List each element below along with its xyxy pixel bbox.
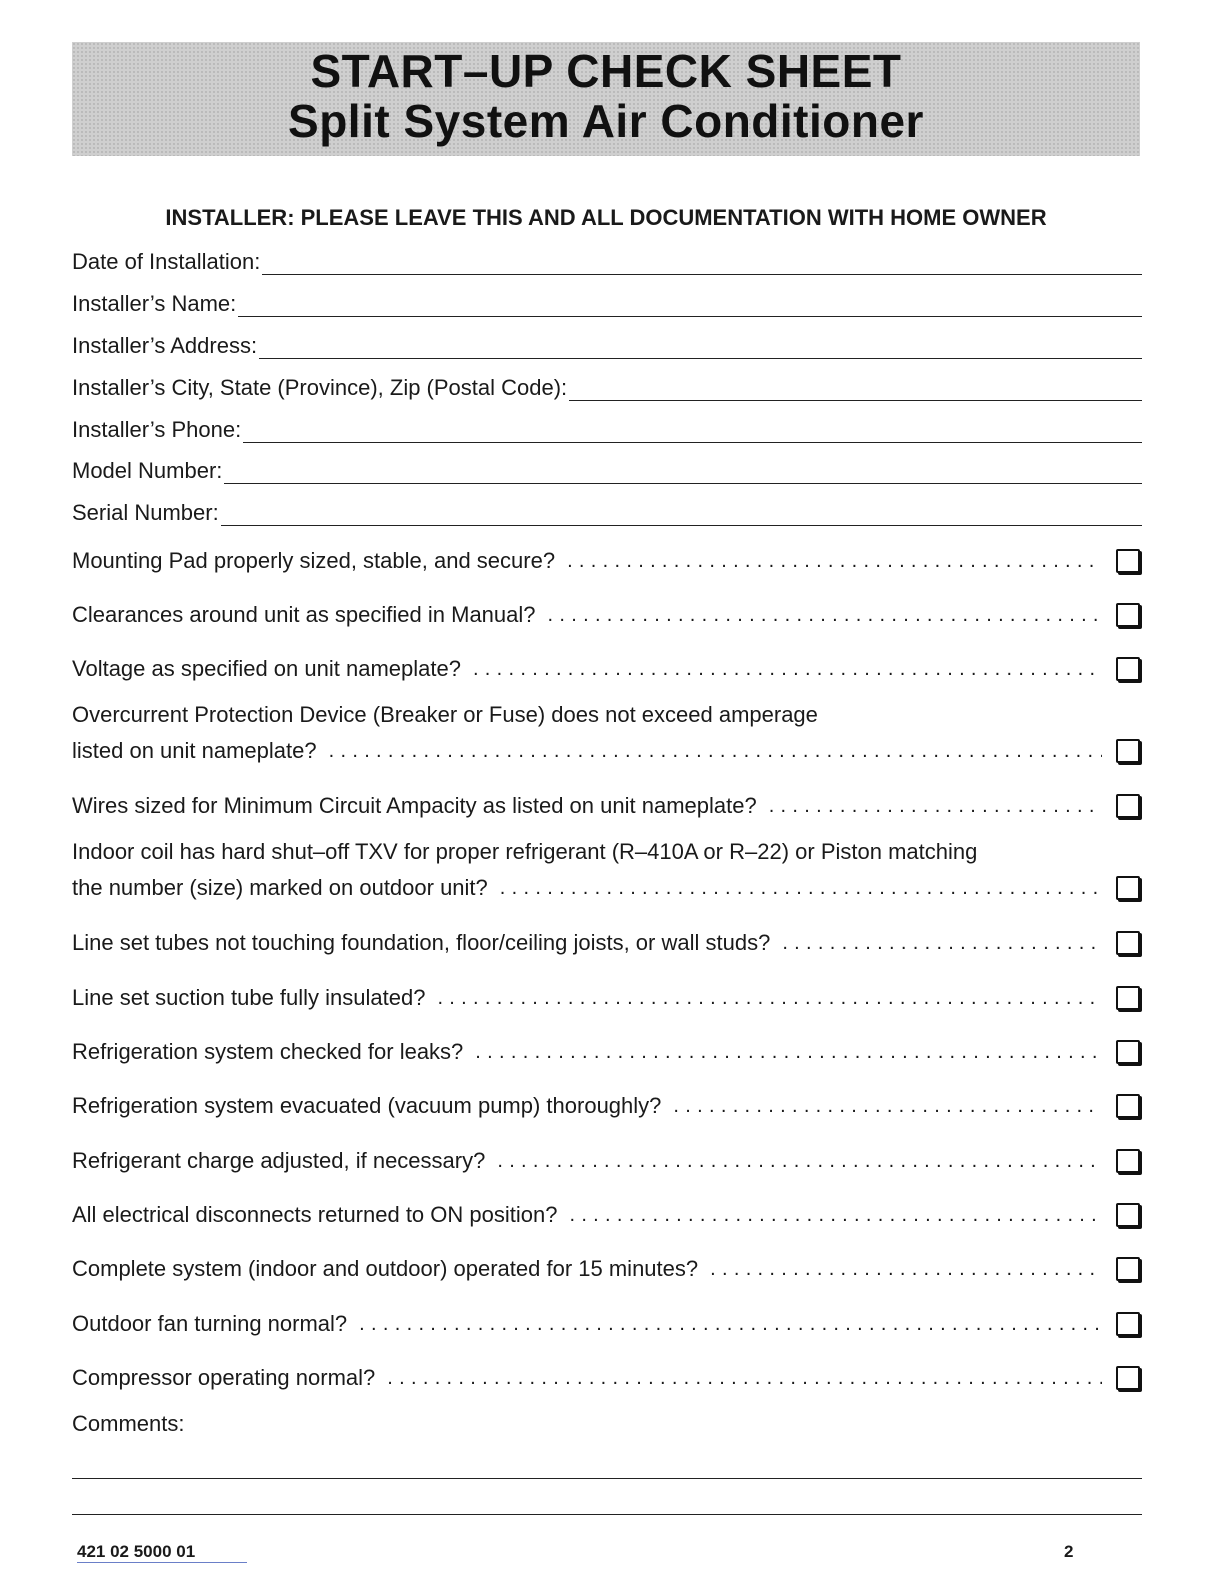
- checklist-item-text: Voltage as specified on unit nameplate?: [72, 656, 461, 681]
- checkbox[interactable]: [1116, 1257, 1140, 1281]
- checklist-item: [72, 597, 1142, 633]
- checklist-item-text-line1: Overcurrent Protection Device (Breaker or Fuse) does not exceed amperage: [72, 702, 818, 727]
- leader-dots: [500, 870, 1102, 906]
- checklist-item-text-line1: Indoor coil has hard shut–off TXV for proper refrigerant (R–410A or R–22) or Piston matching: [72, 839, 978, 864]
- field-label: Model Number:: [72, 458, 223, 483]
- field-label: Installer’s Phone:: [72, 417, 242, 442]
- installer-name-input[interactable]: [238, 294, 1142, 317]
- field-label: Serial Number:: [72, 500, 219, 525]
- installer-phone-field[interactable]: [72, 413, 1142, 443]
- checklist-item: [72, 697, 1142, 769]
- checklist-item: [72, 651, 1142, 687]
- checklist-item: [72, 834, 1142, 906]
- leader-dots: [473, 651, 1102, 687]
- checklist-item: [72, 1143, 1142, 1179]
- checklist-item: [72, 1197, 1142, 1233]
- date-of-installation-field[interactable]: [72, 245, 1142, 275]
- checklist-item: [72, 1088, 1142, 1124]
- leader-dots: [567, 543, 1102, 579]
- field-label: Installer’s City, State (Province), Zip (Postal Code):: [72, 375, 568, 400]
- page-title: START–UP CHECK SHEET: [310, 45, 902, 97]
- field-label: Installer’s Name:: [72, 291, 237, 316]
- page-subtitle: Split System Air Conditioner: [288, 95, 924, 147]
- installer-name-field[interactable]: [72, 287, 1142, 317]
- checklist-item: [72, 1306, 1142, 1342]
- checklist-item-text: Line set tubes not touching foundation, floor/ceiling joists, or wall studs?: [72, 930, 771, 955]
- checklist-item-text: All electrical disconnects returned to ON position?: [72, 1202, 558, 1227]
- leader-dots: [548, 597, 1102, 633]
- leader-dots: [475, 1034, 1102, 1070]
- installer-address-field[interactable]: [72, 329, 1142, 359]
- checkbox[interactable]: [1116, 1203, 1140, 1227]
- checklist-item: [72, 1360, 1142, 1396]
- checklist-item-text: listed on unit nameplate?: [72, 738, 317, 763]
- serial-number-field[interactable]: [72, 496, 1142, 526]
- date-of-installation-input[interactable]: [262, 252, 1142, 275]
- installer-city-state-zip-input[interactable]: [569, 378, 1142, 401]
- checklist-item-text: Line set suction tube fully insulated?: [72, 985, 426, 1010]
- checkbox[interactable]: [1116, 1366, 1140, 1390]
- checklist-item-text: Mounting Pad properly sized, stable, and secure?: [72, 548, 556, 573]
- checkbox[interactable]: [1116, 603, 1140, 627]
- checkbox[interactable]: [1116, 794, 1140, 818]
- model-number-input[interactable]: [224, 461, 1142, 484]
- installer-notice: INSTALLER: PLEASE LEAVE THIS AND ALL DOCUMENTATION WITH HOME OWNER: [165, 205, 1047, 230]
- model-number-field[interactable]: [72, 454, 1142, 484]
- leader-dots: [497, 1143, 1102, 1179]
- document-number: 421 02 5000 01: [77, 1542, 247, 1563]
- serial-number-input[interactable]: [221, 503, 1142, 526]
- checklist-item-text: Refrigerant charge adjusted, if necessary?: [72, 1148, 486, 1173]
- title-banner: [72, 42, 1140, 156]
- leader-dots: [569, 1197, 1102, 1233]
- installer-city-state-zip-field[interactable]: [72, 371, 1142, 401]
- checklist-item-text: Complete system (indoor and outdoor) operated for 15 minutes?: [72, 1256, 699, 1281]
- checklist-item-text: Refrigeration system checked for leaks?: [72, 1039, 464, 1064]
- field-label: Installer’s Address:: [72, 333, 258, 358]
- checkbox[interactable]: [1116, 739, 1140, 763]
- checkbox[interactable]: [1116, 1040, 1140, 1064]
- comments-line-1[interactable]: [72, 1478, 1142, 1479]
- leader-dots: [437, 980, 1102, 1016]
- checkbox[interactable]: [1116, 549, 1140, 573]
- checklist-item: [72, 543, 1142, 579]
- comments-label: Comments:: [72, 1411, 185, 1436]
- installer-phone-input[interactable]: [243, 420, 1142, 443]
- checkbox[interactable]: [1116, 1094, 1140, 1118]
- checklist-item-text: Wires sized for Minimum Circuit Ampacity as listed on unit nameplate?: [72, 793, 757, 818]
- checkbox[interactable]: [1116, 1149, 1140, 1173]
- leader-dots: [387, 1360, 1102, 1396]
- checkbox[interactable]: [1116, 1312, 1140, 1336]
- field-label: Date of Installation:: [72, 249, 261, 274]
- checkbox[interactable]: [1116, 931, 1140, 955]
- comments-line-2[interactable]: [72, 1514, 1142, 1515]
- page-number: 2: [1064, 1542, 1074, 1561]
- leader-dots: [782, 925, 1102, 961]
- checklist-item-text: Compressor operating normal?: [72, 1365, 376, 1390]
- checklist-item-text: Refrigeration system evacuated (vacuum pump) thoroughly?: [72, 1093, 662, 1118]
- leader-dots: [710, 1251, 1102, 1287]
- leader-dots: [673, 1088, 1102, 1124]
- leader-dots: [359, 1306, 1102, 1342]
- checkbox[interactable]: [1116, 657, 1140, 681]
- leader-dots: [329, 733, 1102, 769]
- installer-address-input[interactable]: [259, 336, 1142, 359]
- checklist-item: [72, 1251, 1142, 1287]
- checklist-item: [72, 925, 1142, 961]
- checklist-item: [72, 788, 1142, 824]
- checklist-item-text: Outdoor fan turning normal?: [72, 1311, 348, 1336]
- checkbox[interactable]: [1116, 986, 1140, 1010]
- checkbox[interactable]: [1116, 876, 1140, 900]
- checklist-item: [72, 1034, 1142, 1070]
- leader-dots: [769, 788, 1102, 824]
- checklist-item-text: Clearances around unit as specified in Manual?: [72, 602, 536, 627]
- checklist-item: [72, 980, 1142, 1016]
- checklist-item-text: the number (size) marked on outdoor unit?: [72, 875, 488, 900]
